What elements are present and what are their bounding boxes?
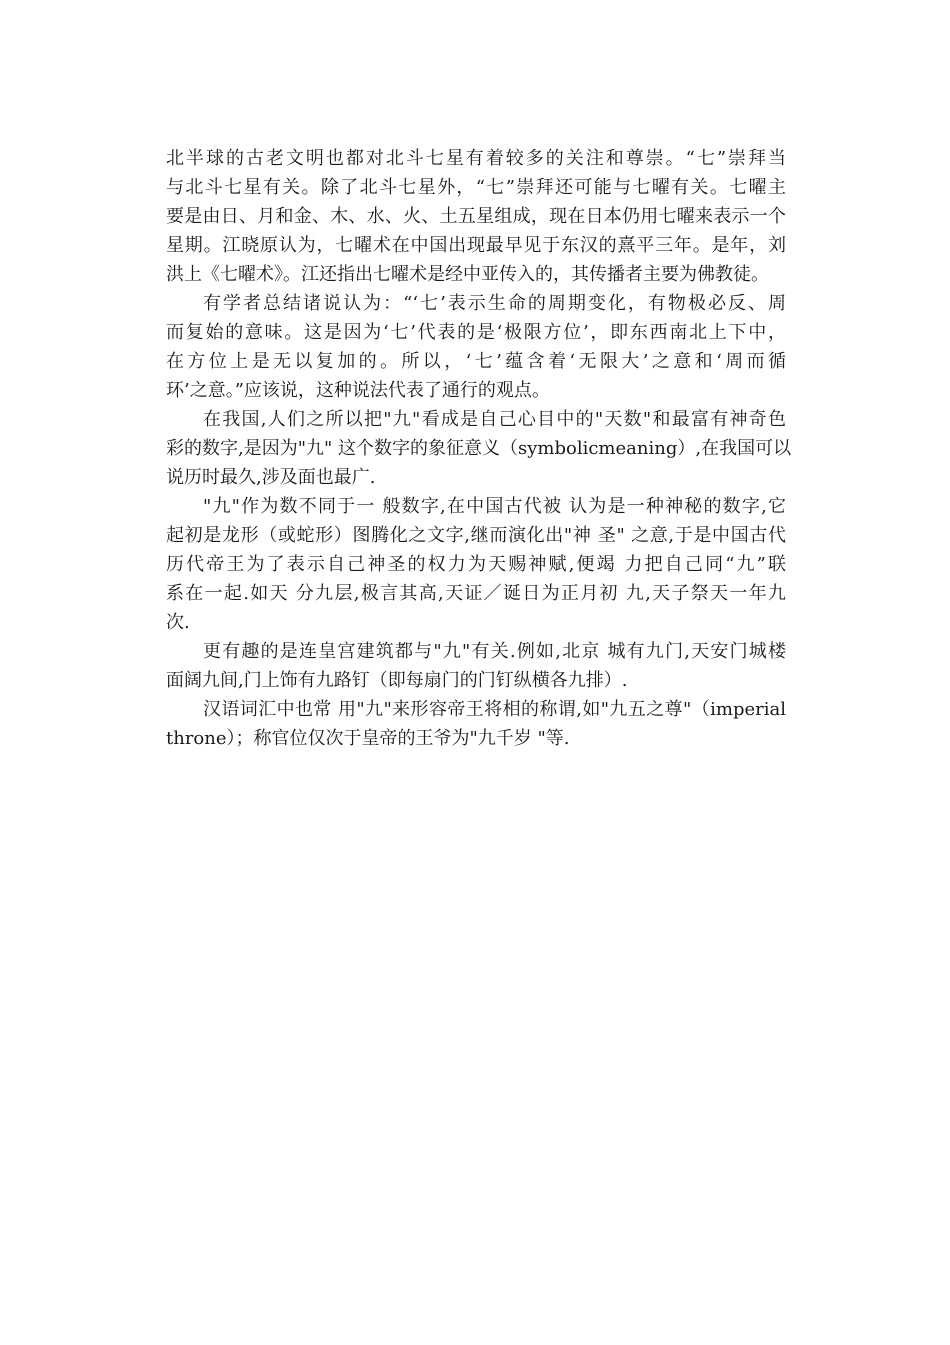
text-line: 汉语词汇中也常 用"九"来形容帝王将相的称谓,如"九五之尊"（imperial (203, 699, 786, 720)
paragraph-6 (166, 695, 786, 753)
paragraph-2 (166, 289, 786, 405)
text-line: 说历时最久,涉及面也最广. (166, 467, 376, 488)
paragraph-5 (166, 637, 786, 695)
text-line: 起初是龙形（或蛇形）图腾化之文字,继而演化出"神 圣" 之意,于是中国古代 (166, 525, 786, 546)
text-line: 在方位上是无以复加的。所以，‘七’蕴含着‘无限大’之意和‘周而循 (166, 351, 786, 372)
text-line: 面阔九间,门上饰有九路钉（即每扇门的门钉纵横各九排）. (166, 670, 628, 691)
text-line: 环’之意。”应该说，这种说法代表了通行的观点。 (166, 380, 550, 401)
text-line: 次. (166, 612, 190, 633)
text-line: 更有趣的是连皇宫建筑都与"九"有关.例如,北京 城有九门,天安门城楼 (203, 641, 786, 662)
text-line: throne）；称官位仅次于皇帝的王爷为"九千岁 "等. (166, 728, 570, 749)
text-line: 历代帝王为了表示自己神圣的权力为天赐神赋,便竭 力把自己同“九”联 (166, 554, 786, 575)
text-line: 洪上《七曜术》。江还指出七曜术是经中亚传入的，其传播者主要为佛教徒。 (166, 264, 769, 285)
paragraph-3 (166, 405, 792, 492)
text-line: 与北斗七星有关。除了北斗七星外，“七”崇拜还可能与七曜有关。七曜主 (166, 177, 786, 198)
text-line: 北半球的古老文明也都对北斗七星有着较多的关注和尊崇。“七”崇拜当 (166, 148, 786, 169)
text-line: "九"作为数不同于一 般数字,在中国古代被 认为是一种神秘的数字,它 (203, 496, 786, 517)
text-line: 在我国,人们之所以把"九"看成是自己心目中的"天数"和最富有神奇色 (203, 409, 786, 430)
text-line: 要是由日、月和金、木、水、火、土五星组成，现在日本仍用七曜来表示一个 (166, 206, 786, 227)
paragraph-4 (166, 492, 786, 637)
text-line: 而复始的意味。这是因为‘七’代表的是‘极限方位’，即东西南北上下中， (166, 322, 786, 343)
text-line: 有学者总结诸说认为：“‘七’表示生命的周期变化，有物极必反、周 (203, 293, 786, 314)
text-line: 系在一起.如天 分九层,极言其高,天证／诞日为正月初 九,天子祭天一年九 (166, 583, 786, 604)
body-text (166, 144, 792, 753)
text-line: 彩的数字,是因为"九" 这个数字的象征意义（symbolicmeaning）,在我国可以 (166, 438, 792, 459)
paragraph-1 (166, 144, 786, 289)
text-line: 星期。江晓原认为，七曜术在中国出现最早见于东汉的熹平三年。是年，刘 (166, 235, 786, 256)
